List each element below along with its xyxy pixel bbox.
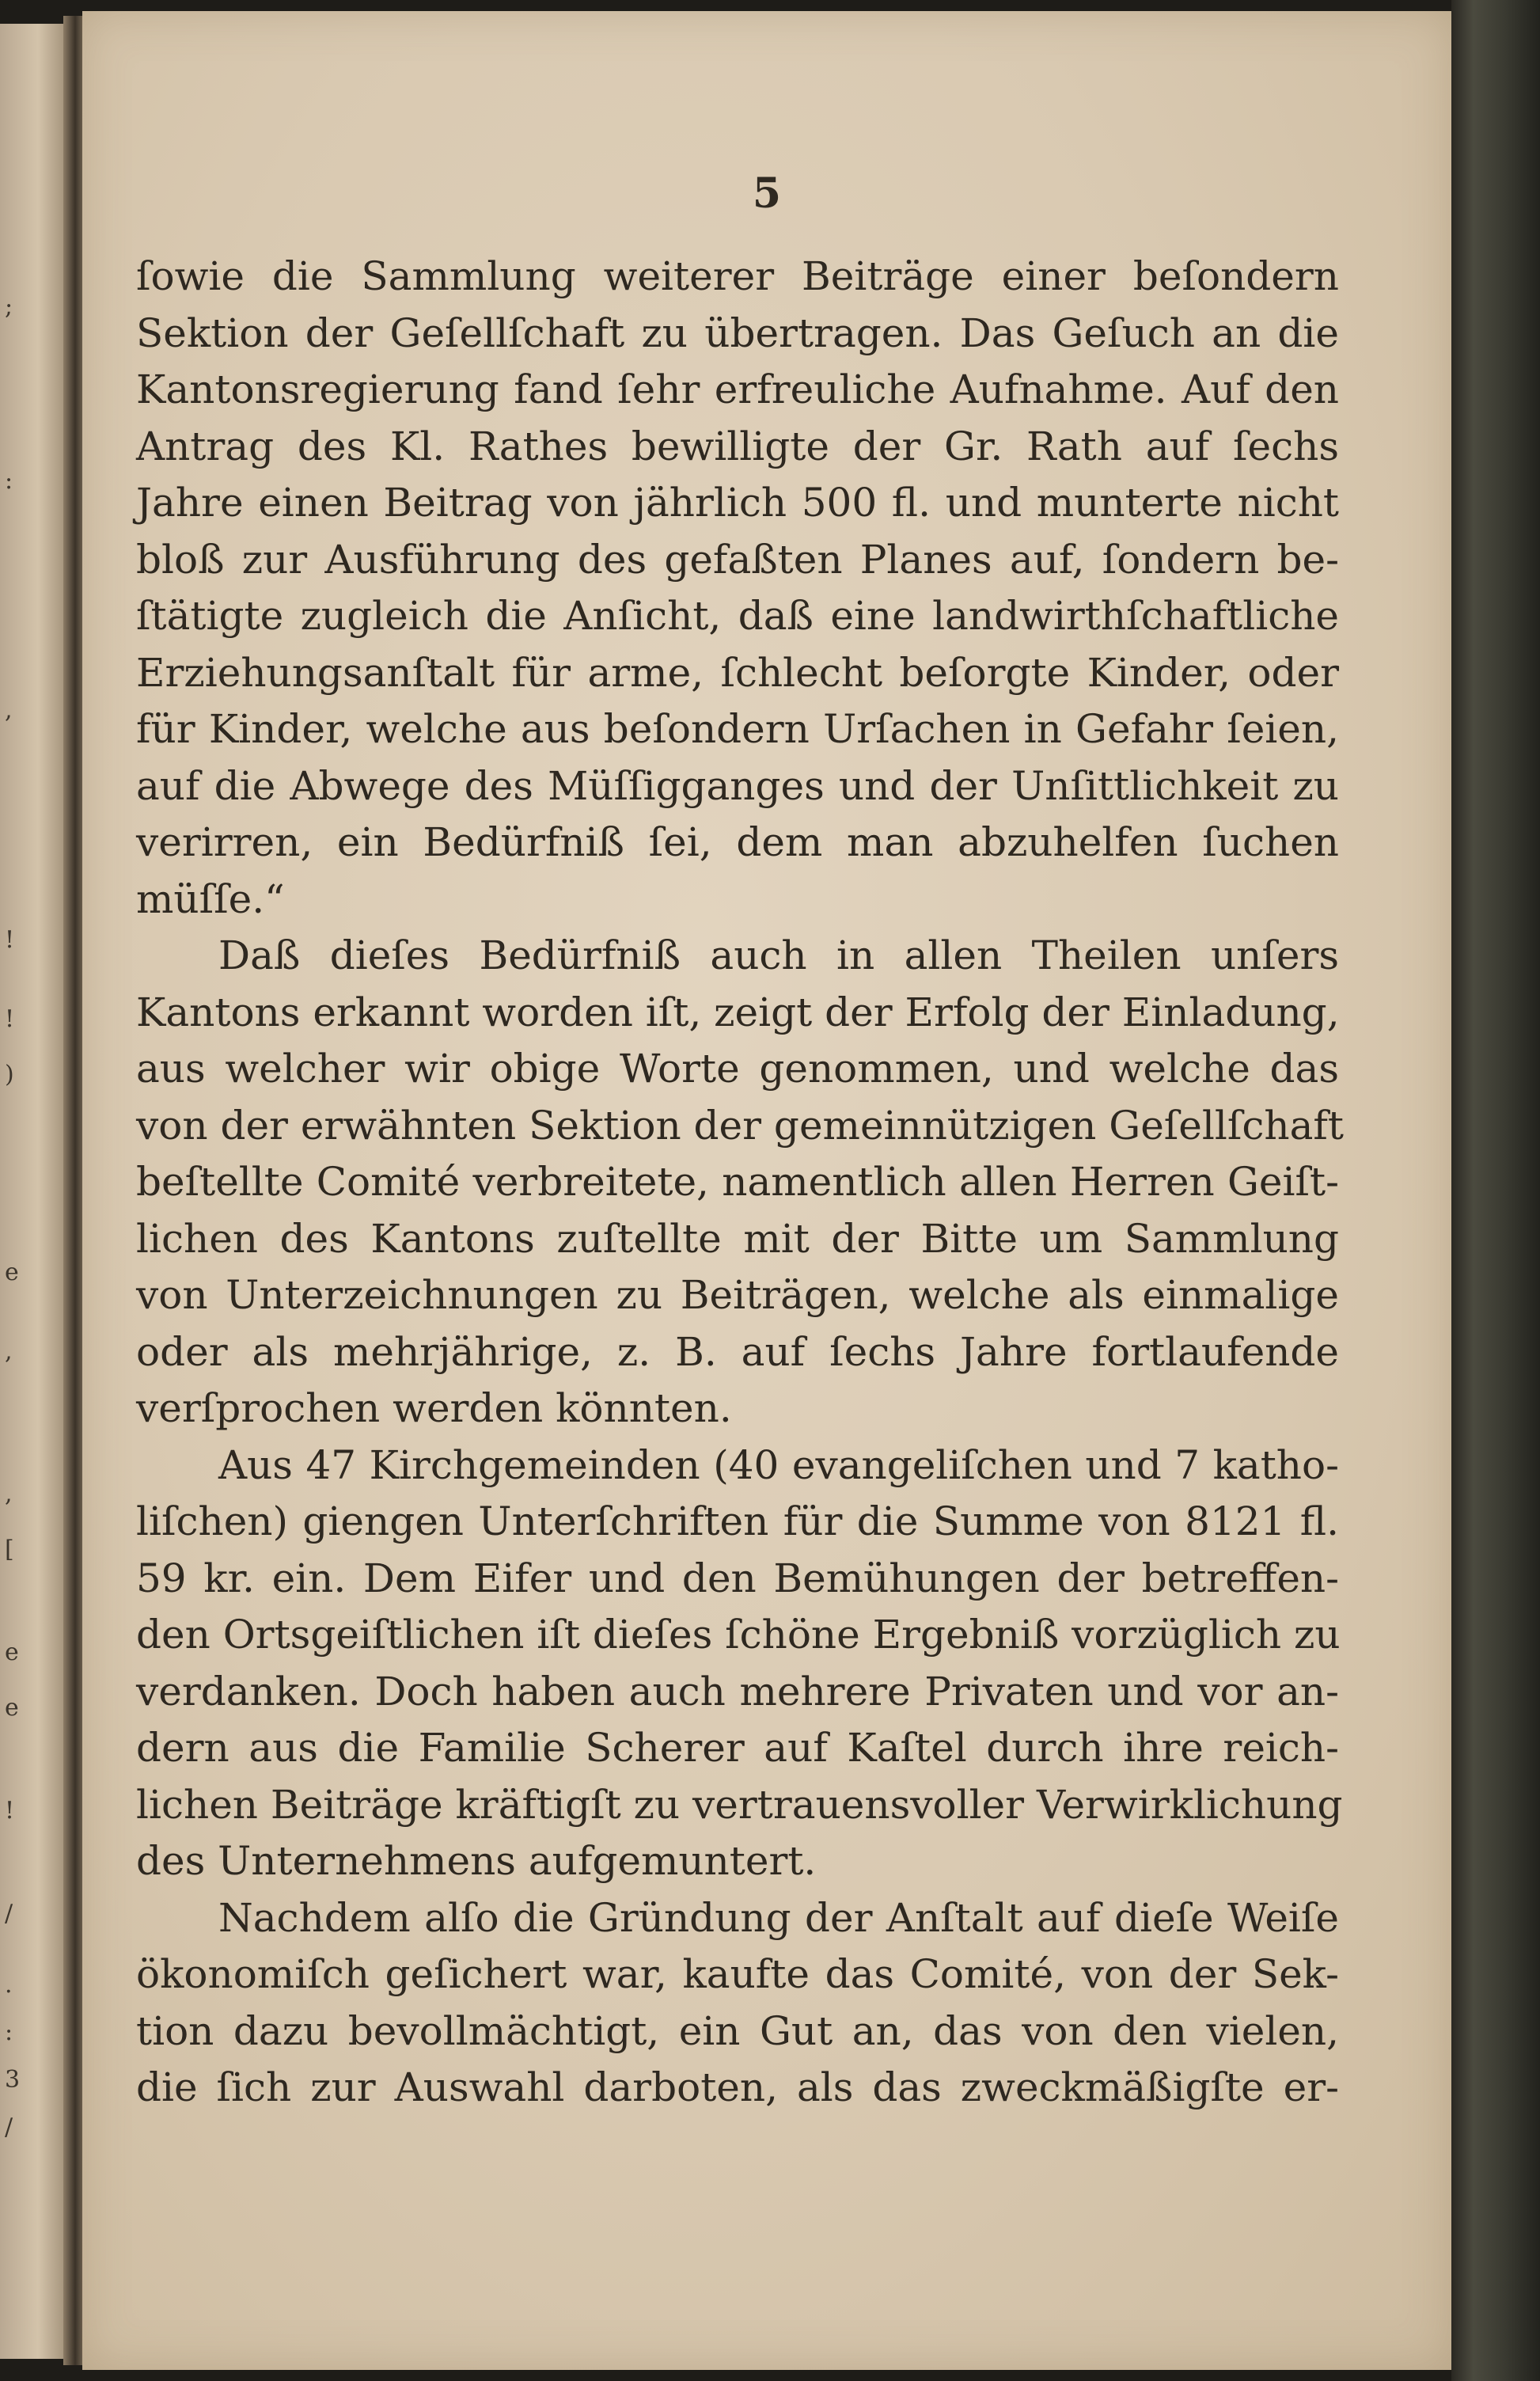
text-line: Aus 47 Kirchgemeinden (40 evangeliſchen und 7 katho- [218, 1441, 1339, 1488]
text-line: verdanken. Doch haben auch mehrere Privaten und vor an- [136, 1668, 1339, 1715]
text-line: Nachdem alſo die Gründung der Anſtalt auf dieſe Weiſe [218, 1894, 1339, 1941]
text-line: liſchen) giengen Unterſchriften für die Summe von 8121 fl. [136, 1498, 1339, 1544]
text-line: den Ortsgeiſtlichen iſt dieſes ſchöne Ergebniß vorzüglich zu [136, 1612, 1341, 1658]
text-line: verirren, ein Bedürfniß ſei, dem man abzuhelfen ſuchen [136, 819, 1339, 865]
text-line: auf die Abwege des Müſſigganges und der Unſittlichkeit zu [136, 762, 1339, 809]
text-line: die ſich zur Auswahl darboten, als das zweckmäßigſte er- [136, 2064, 1339, 2110]
text-line: Sektion der Geſellſchaft zu übertragen. Das Geſuch an die [136, 309, 1339, 356]
text-line: für Kinder, welche aus beſondern Urſachen in Gefahr ſeien, [136, 706, 1339, 752]
text-line: von Unterzeichnungen zu Beiträgen, welche als einmalige [136, 1272, 1339, 1318]
page-number: 5 [752, 169, 782, 218]
book-cover-edge [1451, 0, 1540, 2381]
text-line: bloß zur Ausführung des gefaßten Planes auf, ſondern be- [136, 536, 1339, 583]
page-text [136, 249, 1344, 2117]
text-line: aus welcher wir obige Worte genommen, und welche das [136, 1046, 1339, 1092]
paragraph [136, 1890, 1339, 2117]
text-line: verſprochen werden könnten. [136, 1385, 732, 1431]
text-line: dern aus die Familie Scherer auf Kaſtel durch ihre reich- [136, 1725, 1339, 1771]
text-line: ſtätigte zugleich die Anſicht, daß eine landwirthſchaftliche [136, 593, 1339, 639]
text-line: Erziehungsanſtalt für arme, ſchlecht beſorgte Kinder, oder [136, 649, 1339, 696]
facing-page-marks: ; : , ! ! ) e , , [ e e ! / . : 3 / [5, 293, 21, 2141]
text-line: oder als mehrjährige, z. B. auf ſechs Jahre fortlaufende [136, 1328, 1339, 1375]
text-line: Kantonsregierung fand ſehr erfreuliche Aufnahme. Auf den [136, 366, 1339, 412]
text-line: ſowie die Sammlung weiterer Beiträge einer beſondern [136, 253, 1339, 299]
text-line: tion dazu bevollmächtigt, ein Gut an, das von den vielen, [136, 2007, 1339, 2054]
text-line: Jahre einen Beitrag von jährlich 500 fl. und munterte nicht [136, 480, 1339, 526]
book-page [82, 11, 1451, 2370]
text-line: Antrag des Kl. Rathes bewilligte der Gr. Rath auf ſechs [136, 423, 1339, 469]
text-line: ökonomiſch geſichert war, kaufte das Comité, von der Sek- [136, 1951, 1339, 1997]
text-line: lichen des Kantons zuſtellte mit der Bitte um Sammlung [136, 1215, 1339, 1262]
facing-page-edge [0, 24, 63, 2359]
text-line: beſtellte Comité verbreitete, namentlich allen Herren Geiſt- [136, 1159, 1339, 1205]
text-line: des Unternehmens aufgemuntert. [136, 1838, 817, 1884]
text-line: von der erwähnten Sektion der gemeinnützigen Geſellſchaft [136, 1102, 1344, 1149]
paragraph [136, 249, 1339, 928]
text-line: 59 kr. ein. Dem Eifer und den Bemühungen der betreffen- [136, 1555, 1339, 1601]
text-line: Kantons erkannt worden iſt, zeigt der Erfolg der Einladung, [136, 989, 1340, 1035]
paragraph [136, 1437, 1343, 1890]
text-line: lichen Beiträge kräftigſt zu vertrauensvoller Verwirklichung [136, 1781, 1343, 1828]
text-line: Daß dieſes Bedürfniß auch in allen Theilen unſers [218, 932, 1339, 978]
paragraph [136, 928, 1344, 1437]
text-line: müſſe.“ [136, 875, 285, 922]
